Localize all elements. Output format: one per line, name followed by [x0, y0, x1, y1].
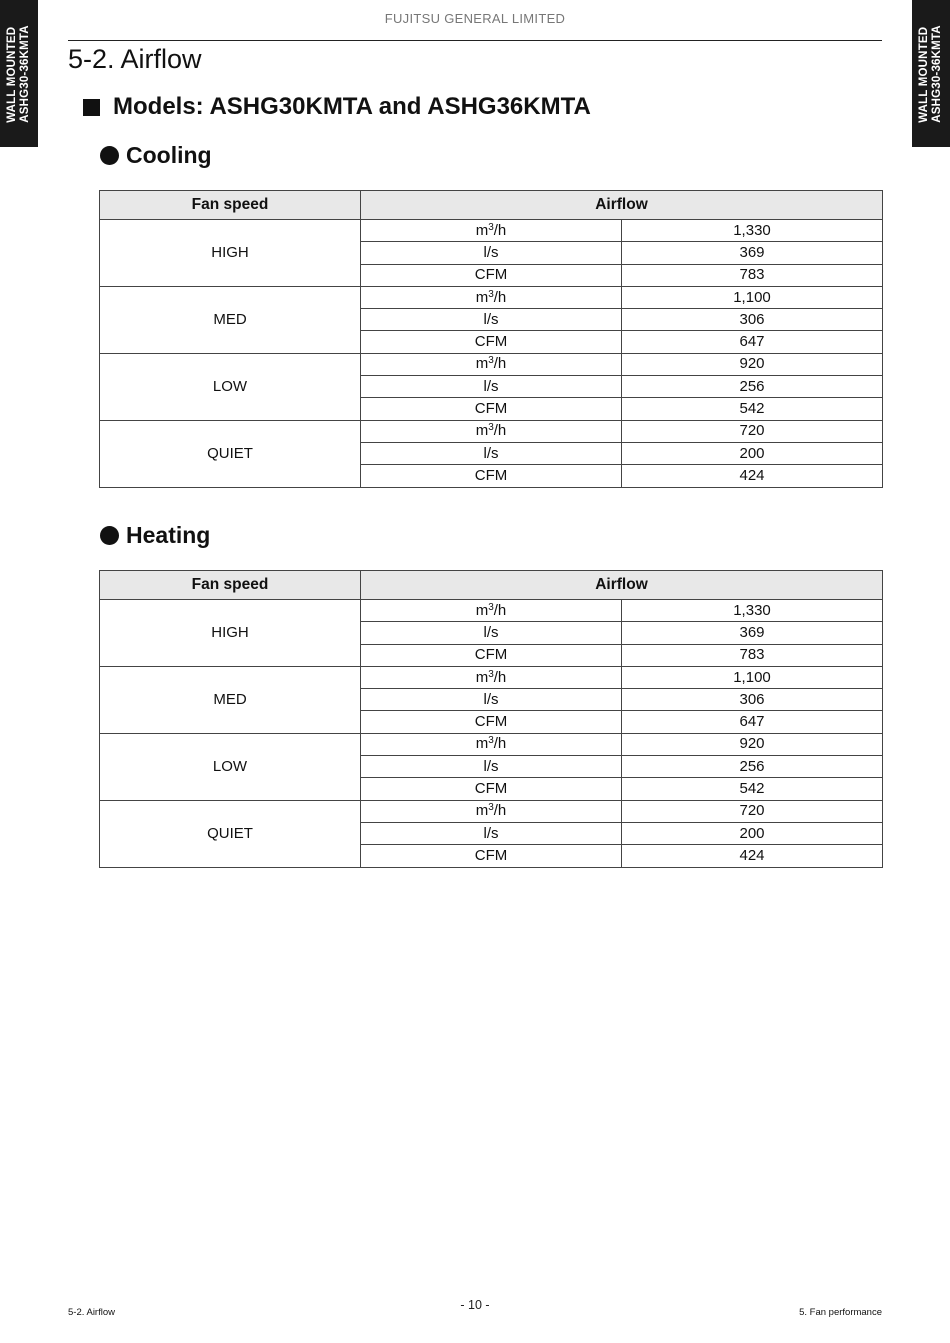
unit-cell-m3h [361, 733, 622, 755]
value-cell-m3h: 720 [622, 420, 883, 442]
unit-m3h-superscript: 3 [488, 601, 494, 613]
side-tab-line1: WALL MOUNTED [6, 26, 18, 123]
table-row [100, 733, 883, 755]
value-cell-m3h: 920 [622, 353, 883, 375]
footer-section-label: 5-2. Airflow [68, 1307, 115, 1318]
value-cell-cfm: 783 [622, 644, 883, 666]
unit-cell-cfm: CFM [361, 778, 622, 800]
value-cell-m3h: 1,100 [622, 286, 883, 308]
unit-m3h-superscript: 3 [488, 735, 494, 747]
side-tab-line2: ASHG30-36KMTA [931, 24, 943, 123]
unit-cell-ls: l/s [361, 242, 622, 264]
value-cell-ls: 256 [622, 756, 883, 778]
unit-m3h-prefix: m [475, 735, 489, 753]
square-bullet-icon [83, 99, 100, 116]
unit-cell-cfm: CFM [361, 644, 622, 666]
models-heading-text: Models: ASHG30KMTA and ASHG36KMTA [113, 93, 591, 120]
table-row [100, 420, 883, 442]
heating-heading [100, 522, 210, 549]
value-cell-cfm: 542 [622, 398, 883, 420]
unit-cell-cfm: CFM [361, 398, 622, 420]
table-row [100, 353, 883, 375]
value-cell-cfm: 424 [622, 465, 883, 487]
unit-m3h-suffix: /h [493, 668, 507, 686]
table-row [100, 600, 883, 622]
cooling-heading [100, 142, 212, 169]
unit-m3h-prefix: m [475, 668, 489, 686]
fan-speed-cell: HIGH [100, 220, 361, 287]
fan-speed-cell: QUIET [100, 800, 361, 867]
value-cell-cfm: 783 [622, 264, 883, 286]
unit-cell-m3h [361, 600, 622, 622]
unit-cell-m3h [361, 220, 622, 242]
unit-m3h-prefix: m [475, 288, 489, 306]
value-cell-m3h: 920 [622, 733, 883, 755]
models-heading [83, 93, 591, 121]
unit-cell-ls: l/s [361, 689, 622, 711]
unit-m3h-suffix: /h [493, 355, 507, 373]
value-cell-m3h: 1,100 [622, 666, 883, 688]
table-row [100, 666, 883, 688]
cooling-table-body [100, 220, 883, 488]
fan-speed-header: Fan speed [100, 571, 361, 600]
value-cell-ls: 200 [622, 822, 883, 844]
unit-cell-m3h [361, 286, 622, 308]
circle-bullet-icon [100, 146, 119, 165]
value-cell-ls: 306 [622, 689, 883, 711]
company-name: FUJITSU GENERAL LIMITED [384, 11, 566, 26]
value-cell-cfm: 647 [622, 711, 883, 733]
unit-m3h-superscript: 3 [488, 355, 494, 367]
unit-m3h-suffix: /h [493, 601, 507, 619]
value-cell-ls: 369 [622, 622, 883, 644]
page-number: - 10 - [460, 1298, 490, 1312]
circle-bullet-icon [100, 526, 119, 545]
unit-m3h-superscript: 3 [488, 802, 494, 814]
section-title: 5-2. Airflow [68, 44, 202, 74]
value-cell-m3h: 1,330 [622, 600, 883, 622]
unit-cell-ls: l/s [361, 822, 622, 844]
header-divider [68, 40, 882, 41]
value-cell-m3h: 1,330 [622, 220, 883, 242]
unit-cell-m3h [361, 353, 622, 375]
value-cell-ls: 306 [622, 309, 883, 331]
footer-chapter-label: 5. Fan performance [799, 1307, 882, 1318]
unit-cell-ls: l/s [361, 309, 622, 331]
unit-m3h-superscript: 3 [488, 221, 494, 233]
unit-cell-ls: l/s [361, 622, 622, 644]
unit-m3h-suffix: /h [493, 288, 507, 306]
value-cell-m3h: 720 [622, 800, 883, 822]
heating-airflow-table [99, 570, 883, 868]
unit-cell-m3h [361, 666, 622, 688]
unit-cell-ls: l/s [361, 442, 622, 464]
unit-m3h-suffix: /h [493, 221, 507, 239]
fan-speed-cell: LOW [100, 353, 361, 420]
unit-cell-cfm: CFM [361, 331, 622, 353]
unit-cell-cfm: CFM [361, 465, 622, 487]
value-cell-cfm: 424 [622, 845, 883, 867]
heating-heading-text: Heating [126, 522, 211, 548]
fan-speed-header: Fan speed [100, 191, 361, 220]
unit-m3h-superscript: 3 [488, 668, 494, 680]
fan-speed-cell: MED [100, 666, 361, 733]
unit-m3h-prefix: m [475, 221, 489, 239]
unit-m3h-prefix: m [475, 355, 489, 373]
side-tab-line2: ASHG30-36KMTA [19, 24, 31, 123]
unit-cell-ls: l/s [361, 376, 622, 398]
value-cell-cfm: 647 [622, 331, 883, 353]
fan-speed-cell: QUIET [100, 420, 361, 487]
fan-speed-cell: HIGH [100, 600, 361, 667]
value-cell-cfm: 542 [622, 778, 883, 800]
unit-m3h-suffix: /h [493, 735, 507, 753]
heating-table-body [100, 600, 883, 868]
table-header-row [100, 191, 883, 220]
fan-speed-cell: LOW [100, 733, 361, 800]
table-row [100, 286, 883, 308]
table-row [100, 220, 883, 242]
value-cell-ls: 256 [622, 376, 883, 398]
unit-cell-m3h [361, 800, 622, 822]
unit-cell-m3h [361, 420, 622, 442]
unit-cell-cfm: CFM [361, 845, 622, 867]
table-header-row [100, 571, 883, 600]
airflow-header: Airflow [361, 571, 883, 600]
unit-m3h-prefix: m [475, 422, 489, 440]
airflow-header: Airflow [361, 191, 883, 220]
fan-speed-cell: MED [100, 286, 361, 353]
cooling-heading-text: Cooling [126, 142, 212, 168]
unit-m3h-suffix: /h [493, 422, 507, 440]
side-tab-line1: WALL MOUNTED [918, 26, 930, 123]
table-row [100, 800, 883, 822]
unit-m3h-superscript: 3 [488, 288, 494, 300]
unit-m3h-superscript: 3 [488, 422, 494, 434]
value-cell-ls: 200 [622, 442, 883, 464]
unit-cell-cfm: CFM [361, 711, 622, 733]
unit-m3h-prefix: m [475, 802, 489, 820]
value-cell-ls: 369 [622, 242, 883, 264]
unit-m3h-suffix: /h [493, 802, 507, 820]
unit-cell-ls: l/s [361, 756, 622, 778]
unit-m3h-prefix: m [475, 601, 489, 619]
cooling-airflow-table [99, 190, 883, 488]
unit-cell-cfm: CFM [361, 264, 622, 286]
